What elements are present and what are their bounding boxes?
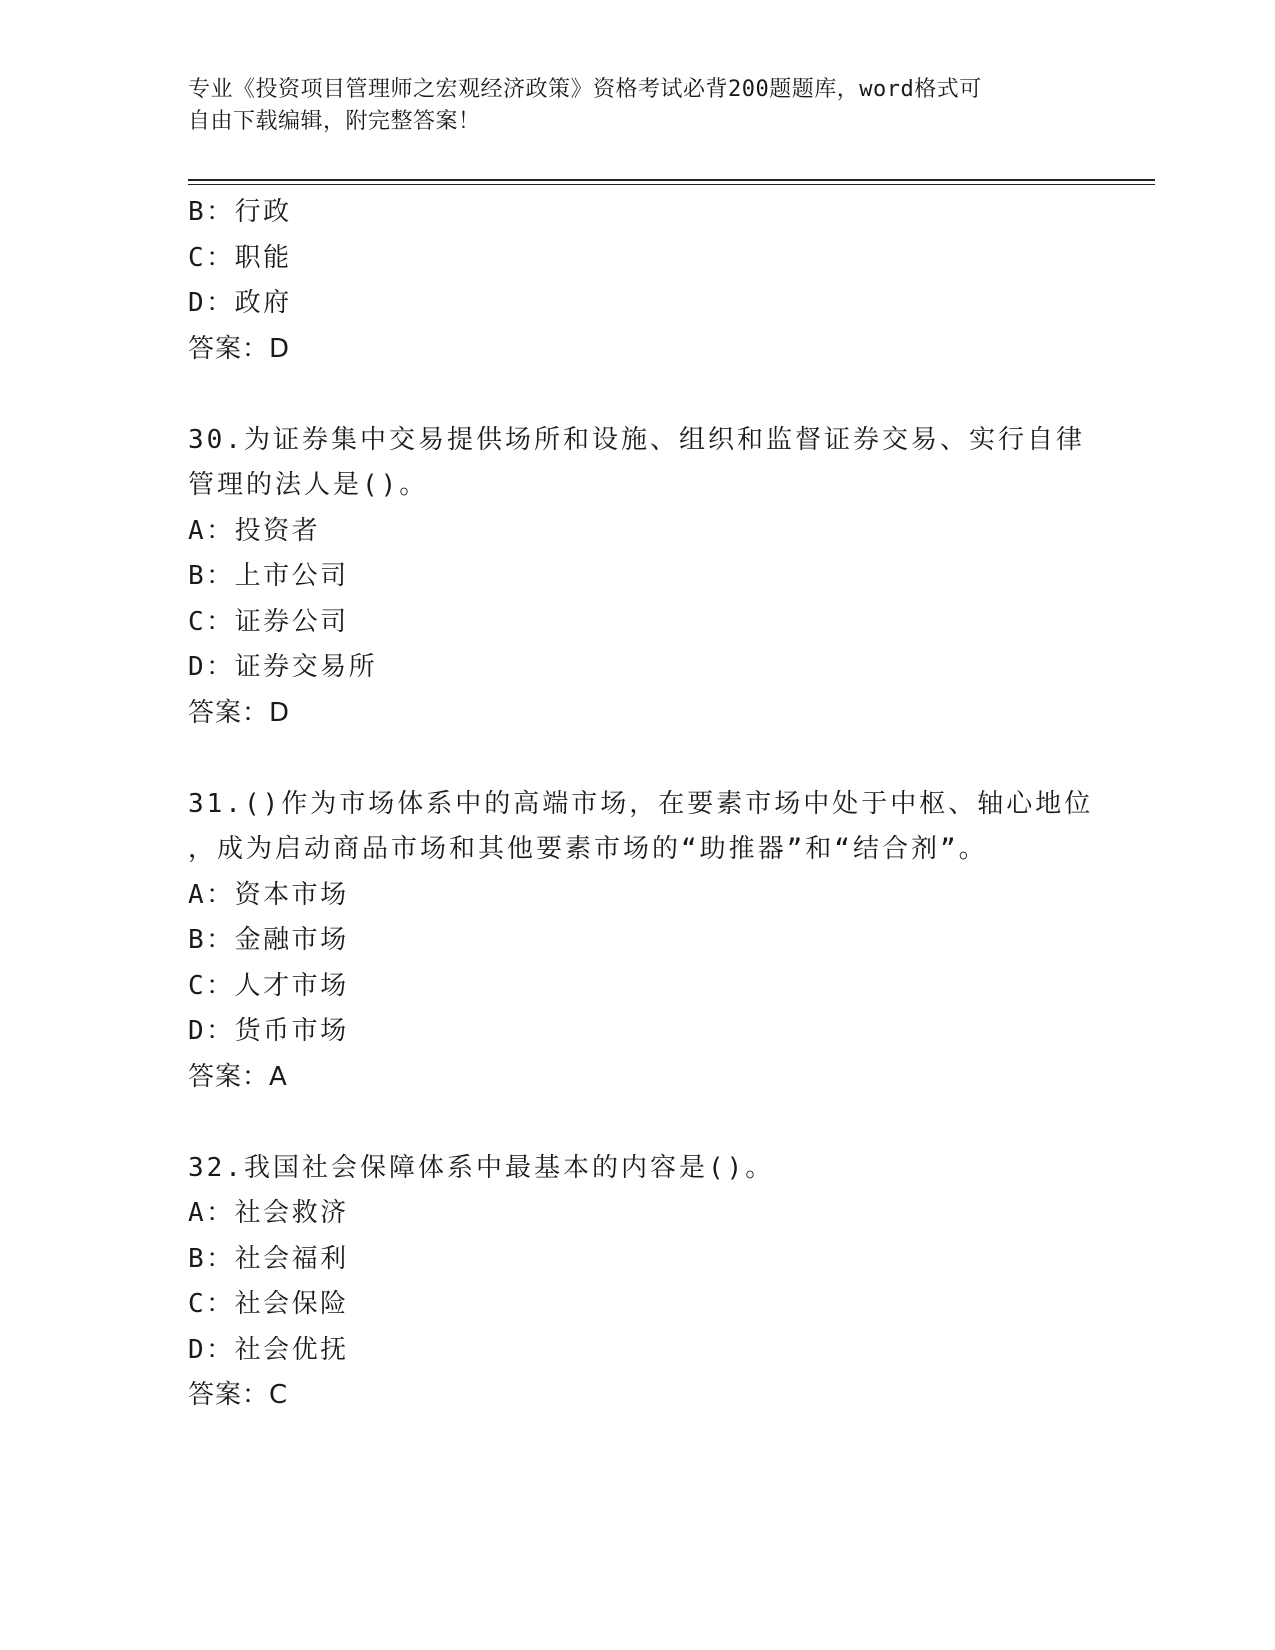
spacer (188, 736, 1088, 782)
header-title-line-2: 自由下载编辑，附完整答案！ (188, 109, 481, 134)
header-title-line-1: 专业《投资项目管理师之宏观经济政策》资格考试必背200题题库，word格式可 (188, 77, 982, 102)
option-a: A：资本市场 (188, 879, 349, 910)
answer-line: 答案：D (188, 333, 291, 364)
question-29-continued (188, 190, 1088, 372)
question-32 (188, 1146, 1088, 1419)
option-d: D：证券交易所 (188, 652, 378, 682)
question-31 (188, 782, 1094, 1101)
option-d: D：社会优抚 (188, 1334, 349, 1365)
header-divider-thin (188, 184, 1155, 185)
question-list (188, 190, 1094, 1419)
option-c: C：职能 (188, 242, 292, 273)
option-c: C：证券公司 (188, 606, 349, 637)
question-stem-line-1: 30.为证券集中交易提供场所和设施、组织和监督证券交易、实行自律 (188, 424, 1085, 455)
option-a: A：投资者 (188, 515, 321, 546)
answer-line: 答案：C (188, 1380, 289, 1410)
question-stem-line-2: ，成为启动商品市场和其他要素市场的“助推器”和“结合剂”。 (188, 834, 988, 864)
spacer (188, 1100, 1088, 1146)
spacer (188, 372, 1088, 418)
question-30 (188, 418, 1088, 737)
question-stem-line-1: 31.()作为市场体系中的高端市场，在要素市场中处于中枢、轴心地位 (188, 788, 1094, 819)
option-d: D：政府 (188, 288, 292, 318)
header-divider-thick (188, 179, 1155, 181)
question-stem-line-1: 32.我国社会保障体系中最基本的内容是()。 (188, 1152, 775, 1183)
option-b: B：社会福利 (188, 1243, 349, 1274)
question-stem-line-2: 管理的法人是()。 (188, 470, 429, 500)
answer-line: 答案：A (188, 1061, 288, 1092)
option-b: B：上市公司 (188, 561, 349, 591)
option-b: B：行政 (188, 197, 292, 227)
option-c: C：人才市场 (188, 970, 349, 1001)
document-header (188, 74, 1088, 138)
answer-line: 答案：D (188, 697, 291, 728)
option-c: C：社会保险 (188, 1289, 349, 1319)
option-a: A：社会救济 (188, 1198, 349, 1228)
option-d: D：货币市场 (188, 1016, 349, 1046)
option-b: B：金融市场 (188, 925, 349, 955)
